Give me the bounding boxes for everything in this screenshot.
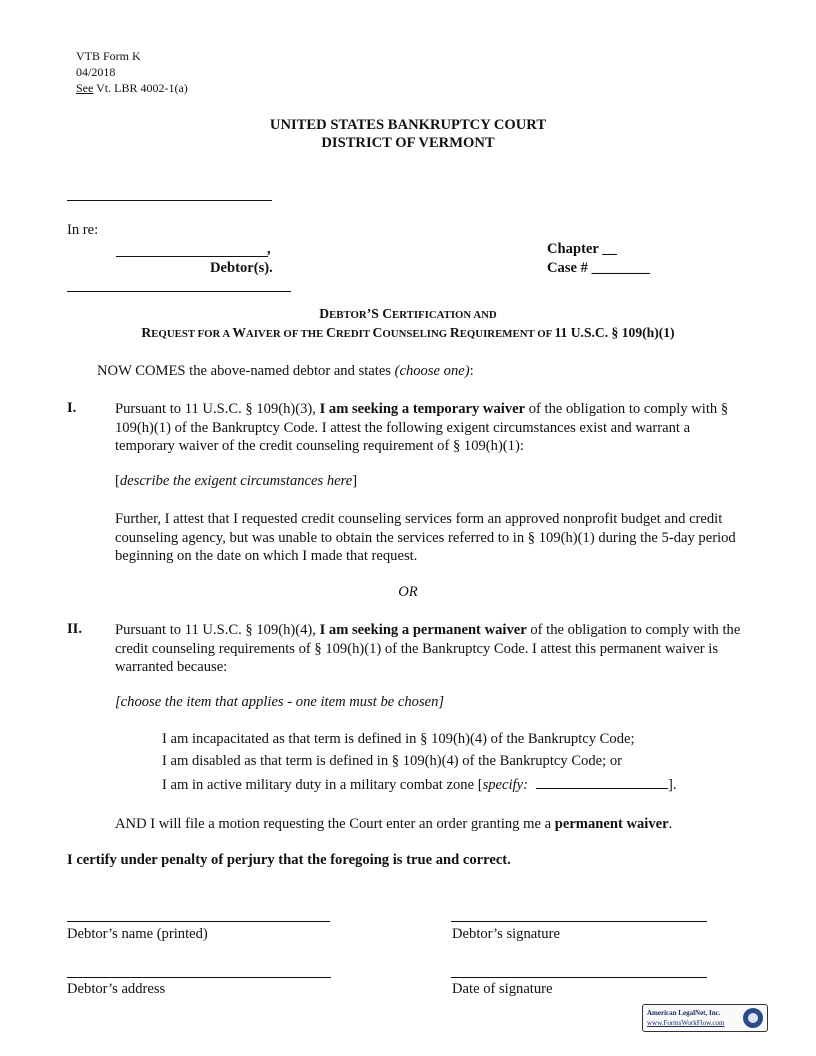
reference-text: Vt. LBR 4002-1(a)	[93, 81, 188, 95]
badge-company: American LegalNet, Inc.	[647, 1009, 721, 1017]
formsworkflow-badge[interactable]	[642, 1004, 768, 1032]
specify-label: specify:	[482, 777, 528, 793]
court-name: UNITED STATES BANKRUPTCY COURT	[269, 117, 547, 133]
debtor-name-signature-line[interactable]	[67, 921, 330, 922]
debtors-label: Debtor(s).	[210, 260, 273, 276]
title-cap: ’S	[366, 306, 383, 321]
military-end: ].	[667, 777, 677, 793]
caption-bottom-line	[67, 291, 291, 292]
title-small: AIVER OF THE	[245, 328, 327, 340]
chapter-label[interactable]: Chapter __	[547, 241, 617, 257]
badge-url[interactable]: www.FormsWorkFlow.com	[647, 1019, 725, 1027]
document-title-line1	[0, 306, 816, 323]
document-title-line2	[0, 325, 816, 342]
title-small: OUNSELING	[382, 328, 450, 340]
specify-input-line[interactable]	[536, 775, 668, 789]
title-cap: W	[232, 325, 246, 340]
title-small: ERTIFICATION AND	[392, 309, 497, 321]
section-1-paragraph	[115, 400, 745, 456]
title-cap: C	[382, 306, 393, 321]
section-1-further-paragraph: Further, I attest that I requested credit counseling services form an approved nonprofit budget and credit counseling agency, but was unable to obtain the services referred to in § 109(h)(1) during the 5-day period beginning on the date on which I made that request.	[115, 511, 736, 564]
section-2-numeral: II.	[67, 621, 83, 637]
perjury-certification: I certify under penalty of perjury that the foregoing is true and correct.	[67, 852, 511, 868]
debtor-name-line[interactable]	[116, 256, 268, 257]
see-prefix: See	[76, 81, 94, 95]
section-2-text-a: Pursuant to 11 U.S.C. § 109(h)(4),	[115, 622, 320, 638]
court-district: DISTRICT OF VERMONT	[321, 135, 495, 151]
intro-choose: (choose one)	[394, 363, 470, 379]
temporary-waiver-bold: I am seeking a temporary waiver	[319, 401, 526, 417]
motion-bold: permanent waiver	[554, 816, 669, 832]
form-id: VTB Form K	[76, 49, 141, 63]
motion-text: AND I will file a motion requesting the Court enter an order granting me a	[115, 816, 555, 832]
section-2-paragraph	[115, 621, 747, 677]
bracket-close: ]	[352, 473, 358, 489]
debtor-name-label: Debtor’s name (printed)	[67, 926, 208, 942]
or-separator: OR	[398, 584, 418, 600]
date-of-signature-label: Date of signature	[452, 981, 553, 997]
in-re-label: In re:	[67, 222, 99, 238]
option-military-duty[interactable]	[162, 775, 676, 794]
debtor-address-label: Debtor’s address	[67, 981, 166, 997]
form-reference	[76, 80, 188, 96]
debtor-signature-line[interactable]	[451, 921, 707, 922]
title-cap: R	[141, 325, 152, 340]
globe-icon	[743, 1008, 763, 1028]
section-1-text-b: of the obligation to comply with § 109(h)(1) of the Bankruptcy Code. I attest the following exigent circumstances exist and warrant a temporary waiver of the credit counseling requirement of § 109(h)(1):	[115, 401, 729, 454]
motion-end: .	[668, 816, 673, 832]
intro-statement	[97, 363, 474, 380]
title-cap: D	[319, 306, 330, 321]
military-text: I am in active military duty in a military combat zone [	[162, 777, 483, 793]
caption-top-line	[67, 200, 272, 201]
title-small: EQUIREMENT OF	[459, 328, 555, 340]
choose-item-instruction: [choose the item that applies - one item must be chosen]	[115, 694, 445, 710]
title-cap: R	[449, 325, 460, 340]
motion-statement	[115, 816, 672, 833]
option-disabled[interactable]: I am disabled as that term is defined in § 109(h)(4) of the Bankruptcy Code; or	[162, 753, 622, 769]
title-small: REDIT	[335, 328, 373, 340]
title-small: EBTOR	[329, 309, 367, 321]
title-cap: C	[372, 325, 383, 340]
bracket-open: [	[115, 473, 120, 489]
title-citation: 11 U.S.C. § 109(h)(1)	[554, 325, 675, 340]
option-incapacitated[interactable]: I am incapacitated as that term is defined in § 109(h)(4) of the Bankruptcy Code;	[162, 731, 635, 747]
form-date: 04/2018	[76, 65, 116, 79]
debtor-address-line[interactable]	[67, 977, 331, 978]
caption-comma: ,	[267, 241, 271, 257]
section-1-numeral: I.	[67, 400, 77, 416]
describe-placeholder: describe the exigent circumstances here	[119, 473, 353, 489]
permanent-waiver-bold: I am seeking a permanent waiver	[319, 622, 527, 638]
title-small: EQUEST FOR A	[151, 328, 233, 340]
date-of-signature-line[interactable]	[451, 977, 707, 978]
section-2-text-b: of the obligation to comply with the credit counseling requirements of § 109(h)(1) of the Bankruptcy Code. I attest this permanent waiver is warranted because:	[115, 622, 741, 675]
intro-colon: :	[469, 363, 474, 379]
intro-text: NOW COMES the above-named debtor and states	[97, 363, 395, 379]
title-cap: C	[326, 325, 336, 340]
exigent-circumstances-field[interactable]	[115, 473, 357, 490]
debtor-signature-label: Debtor’s signature	[452, 926, 560, 942]
section-1-text-a: Pursuant to 11 U.S.C. § 109(h)(3),	[115, 401, 320, 417]
case-number-label[interactable]: Case # ________	[547, 260, 650, 276]
